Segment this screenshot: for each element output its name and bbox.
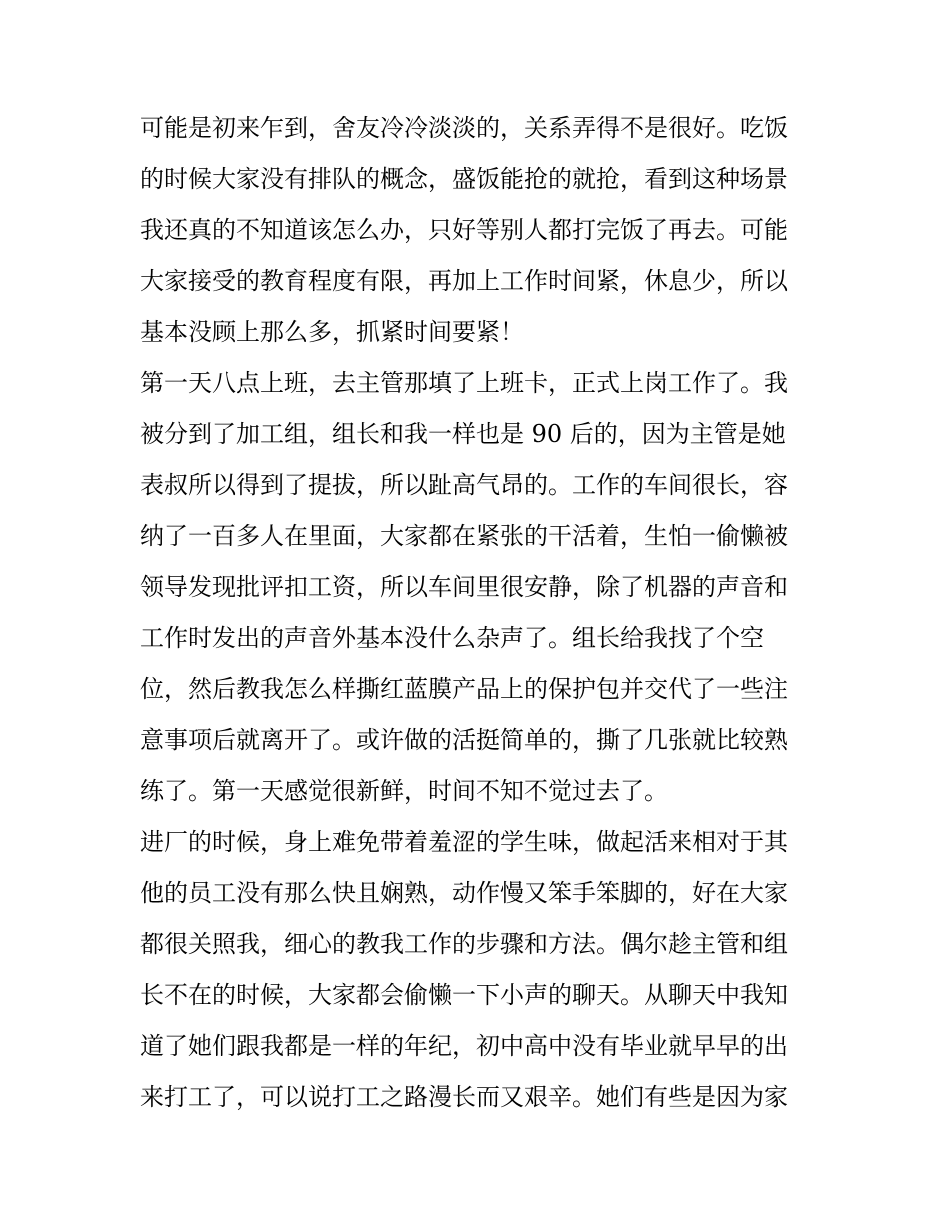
text-line: 练了。第一天感觉很新鲜，时间不知不觉过去了。	[140, 777, 668, 805]
text-line: 我还真的不知道该怎么办，只好等别人都打完饭了再去。可能	[140, 216, 788, 244]
text-line: 基本没顾上那么多，抓紧时间要紧！	[140, 318, 524, 346]
text-line: 大家接受的教育程度有限，再加上工作时间紧，休息少，所以	[140, 267, 788, 295]
text-line: 位，然后教我怎么样撕红蓝膜产品上的保护包并交代了一些注	[140, 675, 788, 703]
text-line: 意事项后就离开了。或许做的活挺简单的，撕了几张就比较熟	[140, 726, 788, 754]
text-line: 长不在的时候，大家都会偷懒一下小声的聊天。从聊天中我知	[140, 981, 788, 1009]
text-line: 都很关照我，细心的教我工作的步骤和方法。偶尔趁主管和组	[140, 930, 788, 958]
text-line: 表叔所以得到了提拔，所以趾高气昂的。工作的车间很长，容	[140, 471, 788, 499]
text-line: 工作时发出的声音外基本没什么杂声了。组长给我找了个空	[140, 624, 764, 652]
text-line: 道了她们跟我都是一样的年纪，初中高中没有毕业就早早的出	[140, 1032, 788, 1060]
text-line: 纳了一百多人在里面，大家都在紧张的干活着，生怕一偷懒被	[140, 522, 788, 550]
text-line: 第一天八点上班，去主管那填了上班卡，正式上岗工作了。我	[140, 369, 788, 397]
text-line: 的时候大家没有排队的概念，盛饭能抢的就抢，看到这种场景	[140, 165, 788, 193]
text-line: 来打工了，可以说打工之路漫长而又艰辛。她们有些是因为家	[140, 1083, 788, 1111]
text-line: 领导发现批评扣工资，所以车间里很安静，除了机器的声音和	[140, 573, 788, 601]
text-line: 进厂的时候，身上难免带着羞涩的学生味，做起活来相对于其	[140, 828, 788, 856]
text-line: 被分到了加工组，组长和我一样也是 90 后的，因为主管是她	[140, 420, 786, 448]
text-line: 可能是初来乍到，舍友冷冷淡淡的，关系弄得不是很好。吃饭	[140, 114, 788, 142]
text-line: 他的员工没有那么快且娴熟，动作慢又笨手笨脚的，好在大家	[140, 879, 788, 907]
